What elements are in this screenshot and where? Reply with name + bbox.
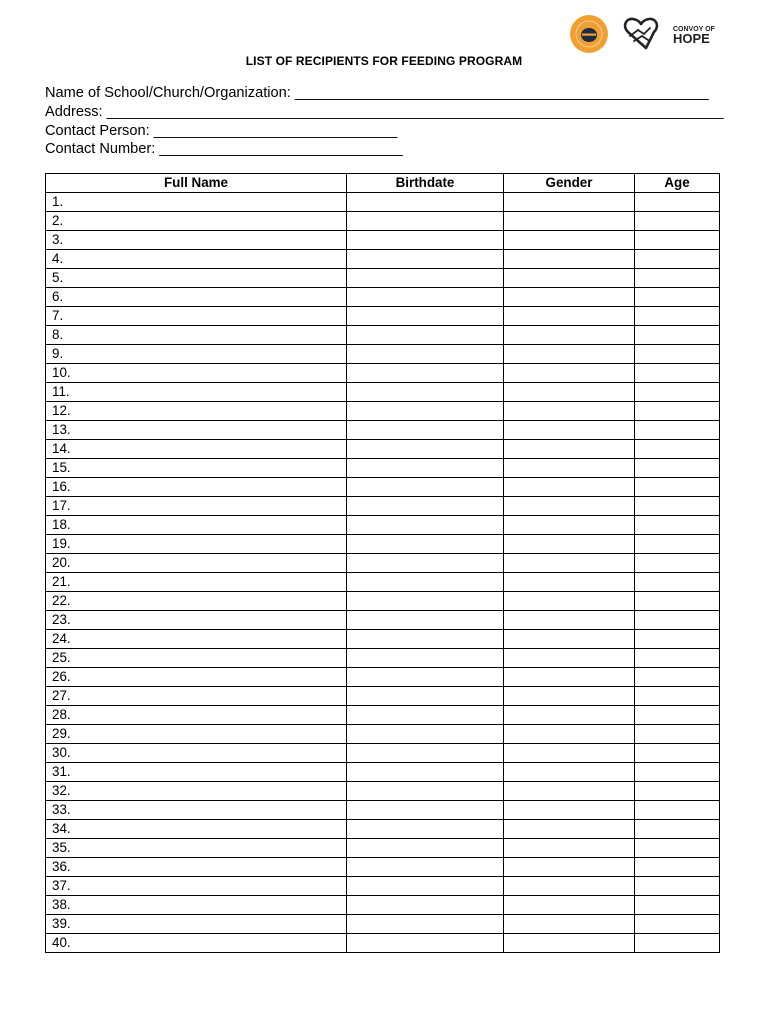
full-name-cell[interactable]: 4. bbox=[46, 250, 347, 269]
table-row bbox=[46, 915, 720, 934]
age-cell[interactable] bbox=[635, 744, 720, 763]
table-row bbox=[46, 250, 720, 269]
full-name-cell[interactable]: 22. bbox=[46, 592, 347, 611]
table-row bbox=[46, 516, 720, 535]
gender-cell[interactable] bbox=[504, 896, 635, 915]
full-name-cell[interactable]: 13. bbox=[46, 421, 347, 440]
table-row bbox=[46, 535, 720, 554]
table-row bbox=[46, 725, 720, 744]
birthdate-cell[interactable] bbox=[347, 915, 504, 934]
age-cell[interactable] bbox=[635, 364, 720, 383]
table-row bbox=[46, 706, 720, 725]
table-row bbox=[46, 668, 720, 687]
address-field[interactable]: Address: ____________________________________________________________________________ bbox=[45, 103, 724, 120]
brand-bottom-text: HOPE bbox=[673, 31, 710, 46]
birthdate-cell[interactable] bbox=[347, 782, 504, 801]
document-title: LIST OF RECIPIENTS FOR FEEDING PROGRAM bbox=[245, 54, 523, 68]
age-cell[interactable] bbox=[635, 687, 720, 706]
recipients-table bbox=[45, 173, 720, 953]
full-name-cell[interactable]: 15. bbox=[46, 459, 347, 478]
full-name-cell[interactable]: 29. bbox=[46, 725, 347, 744]
full-name-cell[interactable]: 24. bbox=[46, 630, 347, 649]
gender-cell[interactable] bbox=[504, 478, 635, 497]
gender-cell[interactable] bbox=[504, 934, 635, 953]
gender-cell[interactable] bbox=[504, 250, 635, 269]
brand-top-text: CONVOY OF bbox=[673, 26, 715, 33]
age-cell[interactable] bbox=[635, 535, 720, 554]
birthdate-cell[interactable] bbox=[347, 592, 504, 611]
contact-person-field[interactable]: Contact Person: ______________________________ bbox=[45, 122, 398, 139]
birthdate-cell[interactable] bbox=[347, 193, 504, 212]
birthdate-cell[interactable] bbox=[347, 383, 504, 402]
age-cell[interactable] bbox=[635, 402, 720, 421]
birthdate-cell[interactable] bbox=[347, 611, 504, 630]
full-name-cell[interactable]: 40. bbox=[46, 934, 347, 953]
full-name-cell[interactable]: 35. bbox=[46, 839, 347, 858]
gender-cell[interactable] bbox=[504, 231, 635, 250]
full-name-cell[interactable]: 2. bbox=[46, 212, 347, 231]
organization-field[interactable]: Name of School/Church/Organization: ___________________________________________________ bbox=[45, 85, 709, 101]
full-name-cell[interactable]: 34. bbox=[46, 820, 347, 839]
gender-cell[interactable] bbox=[504, 269, 635, 288]
gender-cell[interactable] bbox=[504, 858, 635, 877]
birthdate-cell[interactable] bbox=[347, 345, 504, 364]
birthdate-cell[interactable] bbox=[347, 706, 504, 725]
gender-cell[interactable] bbox=[504, 364, 635, 383]
gender-cell[interactable] bbox=[504, 649, 635, 668]
age-cell[interactable] bbox=[635, 212, 720, 231]
table-row bbox=[46, 877, 720, 896]
birthdate-cell[interactable] bbox=[347, 839, 504, 858]
age-cell[interactable] bbox=[635, 630, 720, 649]
table-row bbox=[46, 345, 720, 364]
age-cell[interactable] bbox=[635, 326, 720, 345]
gender-cell[interactable] bbox=[504, 630, 635, 649]
age-cell[interactable] bbox=[635, 934, 720, 953]
age-cell[interactable] bbox=[635, 307, 720, 326]
table-row bbox=[46, 212, 720, 231]
age-cell[interactable] bbox=[635, 440, 720, 459]
full-name-cell[interactable]: 20. bbox=[46, 554, 347, 573]
full-name-cell[interactable]: 23. bbox=[46, 611, 347, 630]
table-row bbox=[46, 497, 720, 516]
table-row bbox=[46, 307, 720, 326]
gender-cell[interactable] bbox=[504, 307, 635, 326]
age-cell[interactable] bbox=[635, 611, 720, 630]
gender-cell[interactable] bbox=[504, 497, 635, 516]
age-cell[interactable] bbox=[635, 782, 720, 801]
form-fields bbox=[45, 84, 735, 159]
gender-cell[interactable] bbox=[504, 687, 635, 706]
full-name-cell[interactable]: 31. bbox=[46, 763, 347, 782]
full-name-cell[interactable]: 33. bbox=[46, 801, 347, 820]
table-row bbox=[46, 611, 720, 630]
birthdate-cell[interactable] bbox=[347, 212, 504, 231]
table-row bbox=[46, 402, 720, 421]
gender-cell[interactable] bbox=[504, 516, 635, 535]
full-name-cell[interactable]: 1. bbox=[46, 193, 347, 212]
full-name-cell[interactable]: 26. bbox=[46, 668, 347, 687]
birthdate-cell[interactable] bbox=[347, 763, 504, 782]
gender-cell[interactable] bbox=[504, 801, 635, 820]
birthdate-cell[interactable] bbox=[347, 307, 504, 326]
gender-cell[interactable] bbox=[504, 706, 635, 725]
age-cell[interactable] bbox=[635, 877, 720, 896]
full-name-cell[interactable]: 10. bbox=[46, 364, 347, 383]
age-cell[interactable] bbox=[635, 554, 720, 573]
full-name-cell[interactable]: 25. bbox=[46, 649, 347, 668]
table-row bbox=[46, 326, 720, 345]
age-cell[interactable] bbox=[635, 345, 720, 364]
age-cell[interactable] bbox=[635, 421, 720, 440]
table-row bbox=[46, 896, 720, 915]
table-row bbox=[46, 820, 720, 839]
table-row bbox=[46, 231, 720, 250]
full-name-cell[interactable]: 3. bbox=[46, 231, 347, 250]
header-gender: Gender bbox=[504, 174, 635, 193]
birthdate-cell[interactable] bbox=[347, 364, 504, 383]
birthdate-cell[interactable] bbox=[347, 478, 504, 497]
table-row bbox=[46, 364, 720, 383]
table-row bbox=[46, 288, 720, 307]
full-name-cell[interactable]: 37. bbox=[46, 877, 347, 896]
age-cell[interactable] bbox=[635, 649, 720, 668]
full-name-cell[interactable]: 27. bbox=[46, 687, 347, 706]
birthdate-cell[interactable] bbox=[347, 421, 504, 440]
gender-cell[interactable] bbox=[504, 535, 635, 554]
birthdate-cell[interactable] bbox=[347, 231, 504, 250]
birthdate-cell[interactable] bbox=[347, 668, 504, 687]
full-name-cell[interactable]: 7. bbox=[46, 307, 347, 326]
birthdate-cell[interactable] bbox=[347, 326, 504, 345]
gender-cell[interactable] bbox=[504, 193, 635, 212]
birthdate-cell[interactable] bbox=[347, 440, 504, 459]
birthdate-cell[interactable] bbox=[347, 250, 504, 269]
full-name-cell[interactable]: 11. bbox=[46, 383, 347, 402]
full-name-cell[interactable]: 12. bbox=[46, 402, 347, 421]
table-header-row bbox=[46, 174, 720, 193]
birthdate-cell[interactable] bbox=[347, 687, 504, 706]
gender-cell[interactable] bbox=[504, 573, 635, 592]
convoy-seal-logo bbox=[568, 14, 612, 54]
birthdate-cell[interactable] bbox=[347, 516, 504, 535]
birthdate-cell[interactable] bbox=[347, 934, 504, 953]
age-cell[interactable] bbox=[635, 706, 720, 725]
full-name-cell[interactable]: 28. bbox=[46, 706, 347, 725]
table-row bbox=[46, 459, 720, 478]
birthdate-cell[interactable] bbox=[347, 497, 504, 516]
age-cell[interactable] bbox=[635, 592, 720, 611]
age-cell[interactable] bbox=[635, 193, 720, 212]
birthdate-cell[interactable] bbox=[347, 744, 504, 763]
full-name-cell[interactable]: 14. bbox=[46, 440, 347, 459]
contact-number-field[interactable]: Contact Number: ______________________________ bbox=[45, 141, 403, 158]
age-cell[interactable] bbox=[635, 573, 720, 592]
gender-cell[interactable] bbox=[504, 345, 635, 364]
table-row bbox=[46, 801, 720, 820]
birthdate-cell[interactable] bbox=[347, 269, 504, 288]
gender-cell[interactable] bbox=[504, 668, 635, 687]
birthdate-cell[interactable] bbox=[347, 288, 504, 307]
table-row bbox=[46, 763, 720, 782]
full-name-cell[interactable]: 16. bbox=[46, 478, 347, 497]
gender-cell[interactable] bbox=[504, 459, 635, 478]
table-row bbox=[46, 193, 720, 212]
full-name-cell[interactable]: 9. bbox=[46, 345, 347, 364]
table-row bbox=[46, 383, 720, 402]
full-name-cell[interactable]: 32. bbox=[46, 782, 347, 801]
age-cell[interactable] bbox=[635, 915, 720, 934]
gender-cell[interactable] bbox=[504, 592, 635, 611]
full-name-cell[interactable]: 36. bbox=[46, 858, 347, 877]
gender-cell[interactable] bbox=[504, 820, 635, 839]
age-cell[interactable] bbox=[635, 839, 720, 858]
gender-cell[interactable] bbox=[504, 212, 635, 231]
gender-cell[interactable] bbox=[504, 763, 635, 782]
gender-cell[interactable] bbox=[504, 326, 635, 345]
age-cell[interactable] bbox=[635, 497, 720, 516]
full-name-cell[interactable]: 19. bbox=[46, 535, 347, 554]
convoy-of-hope-brand-logo bbox=[620, 14, 720, 54]
full-name-cell[interactable]: 6. bbox=[46, 288, 347, 307]
table-row bbox=[46, 782, 720, 801]
table-row bbox=[46, 554, 720, 573]
table-row bbox=[46, 421, 720, 440]
header-birthdate: Birthdate bbox=[347, 174, 504, 193]
full-name-cell[interactable]: 30. bbox=[46, 744, 347, 763]
age-cell[interactable] bbox=[635, 459, 720, 478]
age-cell[interactable] bbox=[635, 250, 720, 269]
gender-cell[interactable] bbox=[504, 402, 635, 421]
full-name-cell[interactable]: 39. bbox=[46, 915, 347, 934]
birthdate-cell[interactable] bbox=[347, 573, 504, 592]
birthdate-cell[interactable] bbox=[347, 535, 504, 554]
table-row bbox=[46, 592, 720, 611]
gender-cell[interactable] bbox=[504, 421, 635, 440]
header-full-name: Full Name bbox=[46, 174, 347, 193]
full-name-cell[interactable]: 18. bbox=[46, 516, 347, 535]
full-name-cell[interactable]: 5. bbox=[46, 269, 347, 288]
table-row bbox=[46, 839, 720, 858]
age-cell[interactable] bbox=[635, 516, 720, 535]
birthdate-cell[interactable] bbox=[347, 554, 504, 573]
gender-cell[interactable] bbox=[504, 839, 635, 858]
table-body bbox=[46, 193, 720, 953]
age-cell[interactable] bbox=[635, 725, 720, 744]
age-cell[interactable] bbox=[635, 288, 720, 307]
gender-cell[interactable] bbox=[504, 915, 635, 934]
age-cell[interactable] bbox=[635, 858, 720, 877]
gender-cell[interactable] bbox=[504, 554, 635, 573]
table-row bbox=[46, 649, 720, 668]
birthdate-cell[interactable] bbox=[347, 725, 504, 744]
table-row bbox=[46, 744, 720, 763]
table-row bbox=[46, 440, 720, 459]
age-cell[interactable] bbox=[635, 231, 720, 250]
gender-cell[interactable] bbox=[504, 611, 635, 630]
birthdate-cell[interactable] bbox=[347, 630, 504, 649]
birthdate-cell[interactable] bbox=[347, 877, 504, 896]
age-cell[interactable] bbox=[635, 383, 720, 402]
table-row bbox=[46, 934, 720, 953]
gender-cell[interactable] bbox=[504, 440, 635, 459]
gender-cell[interactable] bbox=[504, 877, 635, 896]
table-row bbox=[46, 573, 720, 592]
age-cell[interactable] bbox=[635, 478, 720, 497]
gender-cell[interactable] bbox=[504, 383, 635, 402]
birthdate-cell[interactable] bbox=[347, 858, 504, 877]
age-cell[interactable] bbox=[635, 801, 720, 820]
birthdate-cell[interactable] bbox=[347, 459, 504, 478]
age-cell[interactable] bbox=[635, 269, 720, 288]
full-name-cell[interactable]: 38. bbox=[46, 896, 347, 915]
gender-cell[interactable] bbox=[504, 782, 635, 801]
full-name-cell[interactable]: 21. bbox=[46, 573, 347, 592]
birthdate-cell[interactable] bbox=[347, 896, 504, 915]
table-row bbox=[46, 478, 720, 497]
table-row bbox=[46, 687, 720, 706]
age-cell[interactable] bbox=[635, 820, 720, 839]
birthdate-cell[interactable] bbox=[347, 820, 504, 839]
birthdate-cell[interactable] bbox=[347, 402, 504, 421]
table-row bbox=[46, 630, 720, 649]
gender-cell[interactable] bbox=[504, 288, 635, 307]
header-age: Age bbox=[635, 174, 720, 193]
age-cell[interactable] bbox=[635, 668, 720, 687]
table-row bbox=[46, 858, 720, 877]
age-cell[interactable] bbox=[635, 763, 720, 782]
birthdate-cell[interactable] bbox=[347, 649, 504, 668]
gender-cell[interactable] bbox=[504, 744, 635, 763]
gender-cell[interactable] bbox=[504, 725, 635, 744]
age-cell[interactable] bbox=[635, 896, 720, 915]
full-name-cell[interactable]: 17. bbox=[46, 497, 347, 516]
full-name-cell[interactable]: 8. bbox=[46, 326, 347, 345]
table-row bbox=[46, 269, 720, 288]
birthdate-cell[interactable] bbox=[347, 801, 504, 820]
